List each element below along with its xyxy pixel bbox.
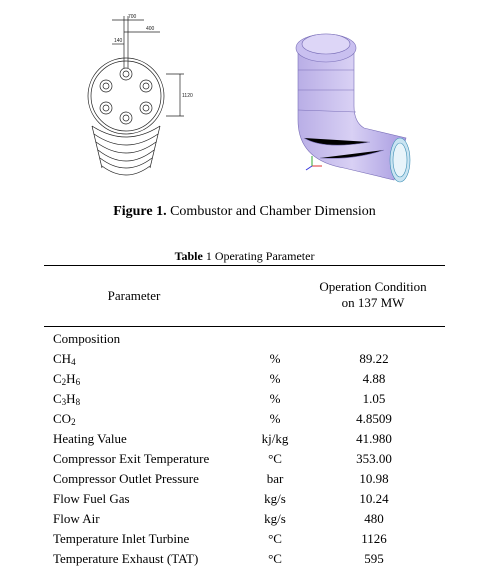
table-row [0, 389, 489, 409]
row-unit: bar [266, 471, 284, 486]
combustor-chamber-3d-render [284, 10, 424, 190]
table-title-text: 1 Operating Parameter [202, 249, 315, 263]
row-unit: % [269, 391, 281, 406]
table-row [0, 489, 489, 509]
row-value: 10.98 [359, 471, 389, 486]
row-value: 595 [364, 551, 384, 566]
row-parameter: Flow Fuel Gas [53, 491, 130, 506]
row-parameter: Heating Value [53, 431, 127, 446]
header-condition [298, 279, 448, 311]
figure-caption-text: Combustor and Chamber Dimension [170, 204, 376, 219]
row-value: 1.05 [362, 391, 386, 406]
dimension-label: 1120 [182, 93, 193, 99]
row-parameter: $CH_4$ [53, 351, 76, 367]
table-row [0, 549, 489, 569]
row-value: 89.22 [359, 351, 389, 366]
row-value: 480 [364, 511, 384, 526]
table-title [0, 249, 489, 264]
dimension-label: 140 [114, 38, 123, 44]
table-header-rule [44, 326, 445, 327]
dimension-label: 700 [128, 14, 137, 20]
row-value: 1126 [361, 531, 387, 546]
row-unit: kg/s [264, 491, 286, 506]
row-unit: °C [268, 551, 282, 566]
row-value: 4.88 [362, 371, 386, 386]
row-value: 10.24 [359, 491, 389, 506]
row-parameter: $CO_2$ [53, 411, 76, 427]
table-top-rule [44, 265, 445, 266]
figure-caption-label: Figure 1. [113, 204, 167, 219]
row-parameter: Flow Air [53, 511, 100, 526]
table-row [0, 529, 489, 549]
row-unit: kj/kg [261, 431, 289, 446]
row-parameter: Compressor Exit Temperature [53, 451, 210, 466]
row-value: 353.00 [356, 451, 392, 466]
table-row [0, 369, 489, 389]
row-unit: kg/s [264, 511, 286, 526]
table-row [0, 469, 489, 489]
table-row [0, 409, 489, 429]
dimension-label: 400 [146, 26, 155, 32]
table-row [0, 509, 489, 529]
row-parameter: $C_2H_6$ [53, 371, 81, 387]
row-parameter: Composition [53, 331, 121, 346]
row-unit: % [269, 371, 281, 386]
table-body [0, 329, 489, 569]
row-parameter: Compressor Outlet Pressure [53, 471, 199, 486]
figure-caption [0, 204, 489, 220]
header-condition-line1: Operation Condition [319, 279, 427, 294]
header-condition-line2: on 137 MW [341, 295, 405, 310]
header-parameter: Parameter [107, 288, 161, 303]
row-parameter: Temperature Exhaust (TAT) [53, 551, 199, 566]
row-unit: % [269, 411, 281, 426]
row-value: 4.8509 [356, 411, 392, 426]
row-parameter: Temperature Inlet Turbine [53, 531, 190, 546]
row-parameter: $C_3H_8$ [53, 391, 81, 407]
row-value: 41.980 [356, 431, 392, 446]
table-row [0, 449, 489, 469]
table-title-label: Table [174, 249, 203, 263]
table-row [0, 349, 489, 369]
table-row [0, 429, 489, 449]
row-unit: % [269, 351, 281, 366]
table-row [0, 329, 489, 349]
combustor-dimension-drawing [84, 8, 212, 188]
row-unit: °C [268, 531, 282, 546]
row-unit: °C [268, 451, 282, 466]
